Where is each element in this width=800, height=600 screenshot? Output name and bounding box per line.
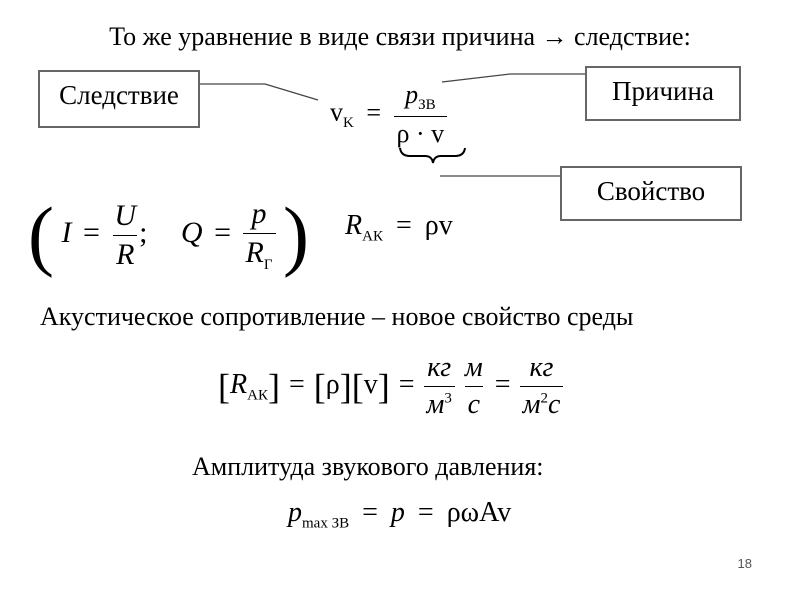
impedance-lhs: R [345, 210, 363, 241]
velocity-lhs-sub: K [343, 114, 354, 131]
velocity-fraction [394, 80, 448, 149]
right-paren: ) [283, 191, 309, 278]
analogy-equals-1: = [82, 215, 100, 249]
units-fraction-1 [424, 352, 455, 421]
units-kg-1: кг [427, 352, 452, 383]
analogy-u: U [114, 198, 137, 232]
analogy-equals-2: = [214, 215, 232, 249]
units-fraction-3 [520, 352, 564, 421]
amplitude-equals-1: = [362, 497, 378, 528]
units-m-3: м [522, 389, 541, 420]
amplitude-equation [288, 497, 511, 533]
page-number: 18 [737, 556, 752, 571]
amplitude-lhs: p [288, 497, 302, 528]
velocity-numerator: p [405, 80, 419, 109]
cause-box [585, 66, 741, 121]
impedance-equals: = [395, 210, 412, 241]
amplitude-mid: p [390, 497, 405, 528]
units-equation: $[R_{АК}] = [\rho][v]$ = $\frac{кг}{м^3}$ $\frac{м}{с}$ = $\frac{кг}{м^2с}$ [218, 352, 563, 421]
units-v: v [363, 368, 378, 400]
effect-box [38, 70, 200, 128]
impedance-heading: Акустическое сопротивление – новое свойство среды [40, 302, 634, 331]
analogy-separator: ; [139, 215, 148, 249]
impedance-rhs: ρv [424, 210, 453, 241]
analogy-fraction-1 [111, 199, 139, 272]
property-box [560, 166, 742, 221]
effect-label: Следствие [59, 80, 179, 110]
velocity-numerator-sub: ЗВ [418, 97, 436, 114]
cause-label: Причина [612, 76, 714, 106]
units-exp2: 2 [540, 390, 548, 407]
analogy-fraction-2 [243, 197, 276, 274]
property-label: Свойство [596, 176, 706, 206]
velocity-denominator: ρ · v [394, 116, 448, 149]
analogy-equation [28, 190, 309, 280]
amplitude-rhs: ρωAv [446, 497, 512, 528]
effect-connector [200, 84, 318, 100]
impedance-lhs-sub: АК [362, 228, 383, 245]
analogy-p: p [251, 196, 267, 230]
velocity-lhs: v [330, 97, 343, 127]
units-c-1: с [465, 386, 483, 421]
cause-connector [442, 74, 585, 82]
amplitude-heading: Амплитуда звукового давления: [192, 452, 544, 481]
units-rho: ρ [325, 368, 340, 400]
units-m-1: м [426, 389, 445, 420]
impedance-equation [345, 210, 453, 246]
units-kg-2: кг [529, 352, 554, 383]
analogy-r: R [113, 235, 137, 272]
underbrace [400, 148, 465, 163]
slide-title: То же уравнение в виде связи причина → следствие: [109, 22, 691, 51]
units-exp3: 3 [444, 390, 452, 407]
units-fraction-2 [462, 352, 486, 421]
analogy-rg-sub: Г [263, 256, 273, 273]
velocity-equals: = [366, 97, 382, 127]
left-paren: ( [28, 191, 54, 278]
analogy-i: I [61, 215, 72, 249]
units-r-sub: АК [247, 387, 268, 404]
analogy-rg: R [245, 235, 264, 269]
amplitude-lhs-sub: max ЗВ [302, 515, 350, 532]
velocity-equation [330, 80, 447, 149]
units-r: R [230, 368, 248, 400]
units-c-2: с [547, 389, 561, 420]
analogy-q: Q [180, 215, 203, 249]
amplitude-equals-2: = [417, 497, 434, 528]
units-m-2: м [464, 352, 483, 383]
